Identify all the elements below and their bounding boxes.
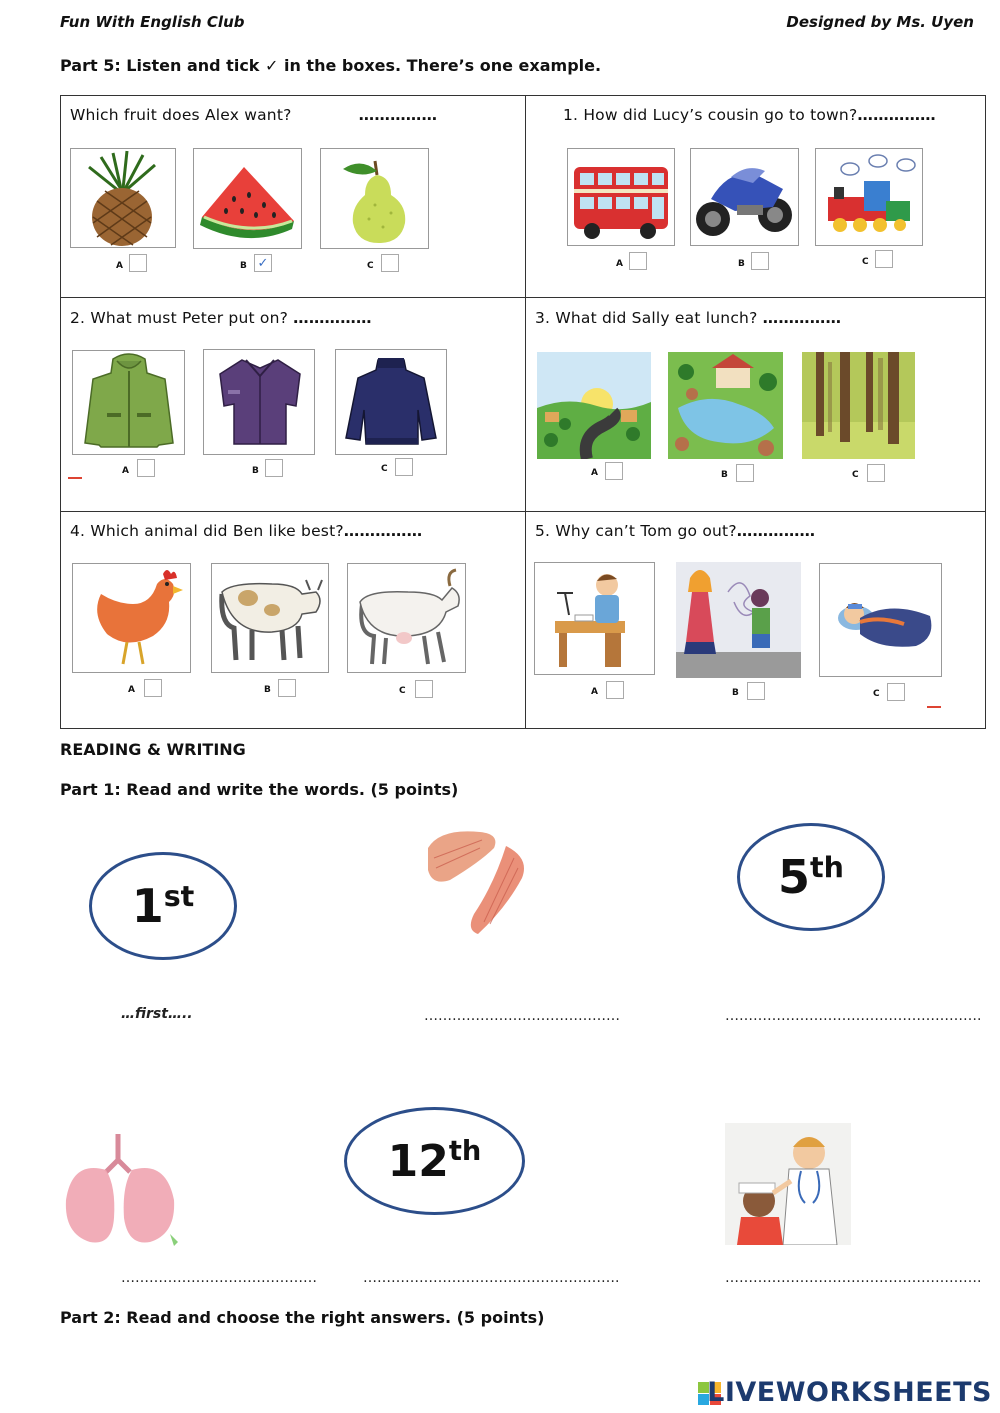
tick-box[interactable]: [415, 680, 433, 698]
part1-title: Part 1: Read and write the words. (5 points): [60, 780, 459, 799]
answer-line[interactable]: ……………………………………………….: [725, 1008, 982, 1024]
answer-dots: ……………: [343, 522, 423, 540]
grid-divider: [525, 96, 526, 728]
question-example: [70, 106, 437, 124]
option-letter: A: [616, 259, 623, 269]
bus-image: [567, 148, 675, 246]
hen-image: [72, 563, 191, 673]
question-text: Which fruit does Alex want?: [70, 106, 292, 124]
ordinal-number: 12: [387, 1135, 449, 1187]
answer-line[interactable]: ……………………………………………….: [363, 1270, 620, 1286]
question-text: 3. What did Sally eat lunch?: [535, 309, 758, 327]
option-letter: A: [591, 468, 598, 478]
option-letter: A: [128, 685, 135, 695]
road-landscape-image: [537, 352, 651, 459]
tick-box[interactable]: [395, 458, 413, 476]
option-letter: A: [591, 687, 598, 697]
option-letter: C: [873, 689, 880, 699]
question-4: [70, 522, 422, 540]
shirt-image: [203, 349, 315, 455]
answer-line[interactable]: ……………………………………………….: [725, 1270, 982, 1286]
motorbike-image: [690, 148, 799, 246]
boy-sick-bed-image: [819, 563, 942, 677]
tick-box[interactable]: [129, 254, 147, 272]
answer-dots: ……………: [358, 106, 438, 124]
option-letter: C: [862, 257, 869, 267]
tick-box[interactable]: [736, 464, 754, 482]
ordinal-1st: [89, 852, 237, 960]
option-letter: A: [122, 466, 129, 476]
ordinal-suffix: th: [448, 1135, 482, 1167]
sweater-image: [335, 349, 447, 455]
answer-line-example: …first…..: [121, 1006, 193, 1022]
goat-image: [347, 563, 466, 673]
answer-dots: ……………: [736, 522, 816, 540]
tick-box[interactable]: [887, 683, 905, 701]
option-letter: B: [240, 261, 247, 271]
doctor-patient-image: [725, 1123, 851, 1245]
watermelon-image: [193, 148, 302, 249]
question-2: [70, 309, 372, 327]
ordinal-suffix: th: [810, 850, 844, 884]
tick-box[interactable]: [144, 679, 162, 697]
question-1: [563, 106, 936, 124]
grid-divider: [61, 511, 985, 512]
forest-image: [802, 352, 915, 459]
question-text: 2. What must Peter put on?: [70, 309, 289, 327]
option-letter: B: [721, 470, 728, 480]
part5-title: Part 5: Listen and tick ✓ in the boxes. There’s one example.: [60, 56, 602, 75]
tick-box[interactable]: [606, 681, 624, 699]
answer-dots: ……………: [857, 106, 936, 124]
ordinal-number: 5: [778, 850, 811, 904]
option-letter: C: [381, 464, 388, 474]
pineapple-image: [70, 148, 176, 248]
question-5: [535, 522, 815, 540]
tick-box[interactable]: [381, 254, 399, 272]
question-text: 1. How did Lucy’s cousin go to town?: [563, 106, 858, 124]
answer-dots: ……………: [293, 309, 372, 327]
cow-image: [211, 563, 329, 673]
tick-box[interactable]: [629, 252, 647, 270]
ordinal-12th: [344, 1107, 525, 1215]
part2-title: Part 2: Read and choose the right answers. (5 points): [60, 1308, 545, 1327]
part5-grid: [60, 95, 986, 729]
lungs-image: [62, 1130, 182, 1248]
reading-writing-title: READING & WRITING: [60, 740, 246, 759]
train-image: [815, 148, 923, 246]
option-letter: A: [116, 261, 123, 271]
answer-line[interactable]: ……………………………………: [121, 1270, 317, 1286]
river-house-image: [668, 352, 783, 459]
question-text: 5. Why can’t Tom go out?: [535, 522, 737, 540]
kids-drawing-image: [676, 562, 801, 678]
tick-box[interactable]: ✓: [254, 254, 272, 272]
muscle-image: [420, 818, 544, 942]
question-text: 4. Which animal did Ben like best?: [70, 522, 344, 540]
brand-name: LIVEWORKSHEETS: [707, 1377, 992, 1408]
tick-box[interactable]: [867, 464, 885, 482]
jacket-image: [72, 350, 185, 455]
option-letter: B: [738, 259, 745, 269]
option-letter: C: [367, 261, 374, 271]
header-club-name: Fun With English Club: [60, 13, 245, 31]
tick-box[interactable]: [875, 250, 893, 268]
red-mark: [927, 706, 941, 708]
option-letter: C: [399, 686, 406, 696]
ordinal-suffix: st: [163, 879, 195, 913]
tick-box[interactable]: [747, 682, 765, 700]
boy-desk-image: [534, 562, 655, 675]
red-mark: [68, 477, 82, 479]
option-letter: B: [252, 466, 259, 476]
option-letter: B: [264, 685, 271, 695]
tick-box[interactable]: [751, 252, 769, 270]
grid-divider: [61, 297, 985, 298]
ordinal-5th: [737, 823, 885, 931]
header-designer: Designed by Ms. Uyen: [786, 13, 974, 31]
question-3: [535, 309, 841, 327]
option-letter: C: [852, 470, 859, 480]
ordinal-number: 1: [131, 879, 164, 933]
tick-box[interactable]: [278, 679, 296, 697]
pear-image: [320, 148, 429, 249]
option-letter: B: [732, 688, 739, 698]
tick-box[interactable]: [265, 459, 283, 477]
tick-box[interactable]: [137, 459, 155, 477]
answer-line[interactable]: ……………………………………: [424, 1008, 620, 1024]
tick-box[interactable]: [605, 462, 623, 480]
answer-dots: ……………: [762, 309, 842, 327]
